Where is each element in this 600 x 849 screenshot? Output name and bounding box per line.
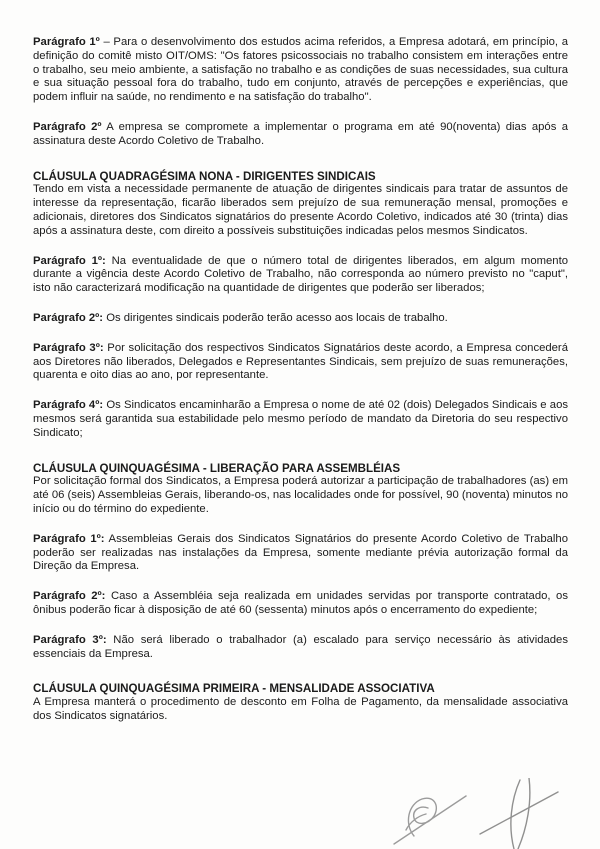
paragraph-label: Parágrafo 2º <box>33 120 102 133</box>
paragraph-text: Caso a Assembléia seja realizada em unidades servidas por transporte contratado, os ônibus poderão ficar à disposição de até 60 (sessenta) minutos após o encerramento do expediente; <box>33 590 568 616</box>
paragraph-label: Parágrafo 2º: <box>33 311 104 324</box>
paragraph-separator: – <box>99 36 114 48</box>
clause-heading: CLÁUSULA QUINQUAGÉSIMA PRIMEIRA - MENSALIDADE ASSOCIATIVA <box>33 682 435 696</box>
paragraph <box>33 590 568 618</box>
paragraph-label: Parágrafo 2º: <box>33 590 106 603</box>
paragraph-label: Parágrafo 3º: <box>33 341 104 354</box>
clause-body: Tendo em vista a necessidade permanente de atuação de dirigentes sindicais para tratar de assuntos de interesse da representação, ficarão liberados sem prejuízo de sua remuneração mensal, promoções e adicionais, diretores dos Sindicatos signatários do presente Acordo Coletivo, indicados até 30 (trinta) dias após a assinatura deste, com direito a possíveis substituições indicadas pelos mesmos Sindicatos. <box>33 183 568 237</box>
clause-body: Por solicitação formal dos Sindicatos, a Empresa poderá autorizar a participação de trabalhadores (as) em até 06 (seis) Assembleias Gerais, liberando-os, nas localidades onde for possível, 90 (noventa) minutos no início ou do término do expediente. <box>33 475 569 515</box>
paragraph <box>33 399 568 440</box>
signature-initials-right <box>480 778 558 849</box>
clause-section <box>33 677 568 723</box>
paragraph-text: Os dirigentes sindicais poderão terão acesso aos locais de trabalho. <box>106 311 448 324</box>
paragraph-label: Parágrafo 3º: <box>33 633 107 646</box>
paragraph-text: Para o desenvolvimento dos estudos acima referidos, a Empresa adotará, em princípio, a definição do comitê misto OIT/OMS: "Os fatores psicossociais no trabalho consistem em interações entre o trabalho, seu meio ambiente, a satisfação no trabalho e as condições de suas necessidades, sua cultura e sua situação pessoal fora do trabalho, tudo em conjunto, através de percepções e experiências, que podem influir na saúde, no rendimento e na satisfação do trabalho". <box>33 36 568 104</box>
paragraph <box>33 255 568 296</box>
paragraph <box>33 121 568 149</box>
signature-area <box>380 778 565 849</box>
paragraph <box>33 342 568 383</box>
paragraph <box>33 36 568 105</box>
paragraph-text: Não será liberado o trabalhador (a) escalado para serviço necessário às atividades essenciais da Empresa. <box>33 633 568 660</box>
paragraph <box>33 312 568 326</box>
paragraph-label: Parágrafo 1º: <box>33 254 106 267</box>
paragraph <box>33 634 568 662</box>
paragraph-text: Por solicitação dos respectivos Sindicatos Signatários deste acordo, a Empresa concederá aos Diretores não liberados, Delegados e Representantes Sindicais, sem prejuízo de suas remunerações, quarenta e oito dias ao ano, por representante. <box>33 341 568 382</box>
paragraph-label: Parágrafo 4º: <box>33 399 104 412</box>
paragraph-label: Parágrafo 1º <box>33 36 100 48</box>
paragraph <box>33 533 568 574</box>
document-content <box>33 36 568 740</box>
clause-section <box>33 457 568 517</box>
paragraph-label: Parágrafo 1º: <box>33 532 105 545</box>
paragraph-text: Na eventualidade de que o número total de dirigentes liberados, em algum momento durante a vigência deste Acordo Coletivo de Trabalho, não corresponda ao número previsto no "caput", isto não caracterizará modificação na quantidade de dirigentes que poderão ser liberados; <box>33 254 568 295</box>
clause-body: A Empresa manterá o procedimento de desconto em Folha de Pagamento, da mensalidade associativa dos Sindicatos signatários. <box>33 696 568 722</box>
paragraph-text: Assembleias Gerais dos Sindicatos Signatários do presente Acordo Coletivo de Trabalho poderão ser realizadas nas instalações da Empresa, somente mediante prévia autorização formal da Direção da Empresa. <box>33 532 568 573</box>
signature-initials-left <box>394 796 466 844</box>
paragraph-text: Os Sindicatos encaminharão a Empresa o nome de até 02 (dois) Delegados Sindicais e aos mesmos será garantida sua estabilidade pelo mesmo período de mandato da Diretoria do seu respectivo Sindicato; <box>33 399 568 439</box>
paragraph-text: A empresa se compromete a implementar o programa em até 90(noventa) dias após a assinatura deste Acordo Coletivo de Trabalho. <box>33 120 568 147</box>
clause-heading: CLÁUSULA QUADRAGÉSIMA NONA - DIRIGENTES SINDICAIS <box>33 169 376 183</box>
clause-heading: CLÁUSULA QUINQUAGÉSIMA - LIBERAÇÃO PARA ASSEMBLÉIAS <box>33 461 401 475</box>
clause-section <box>33 165 568 239</box>
